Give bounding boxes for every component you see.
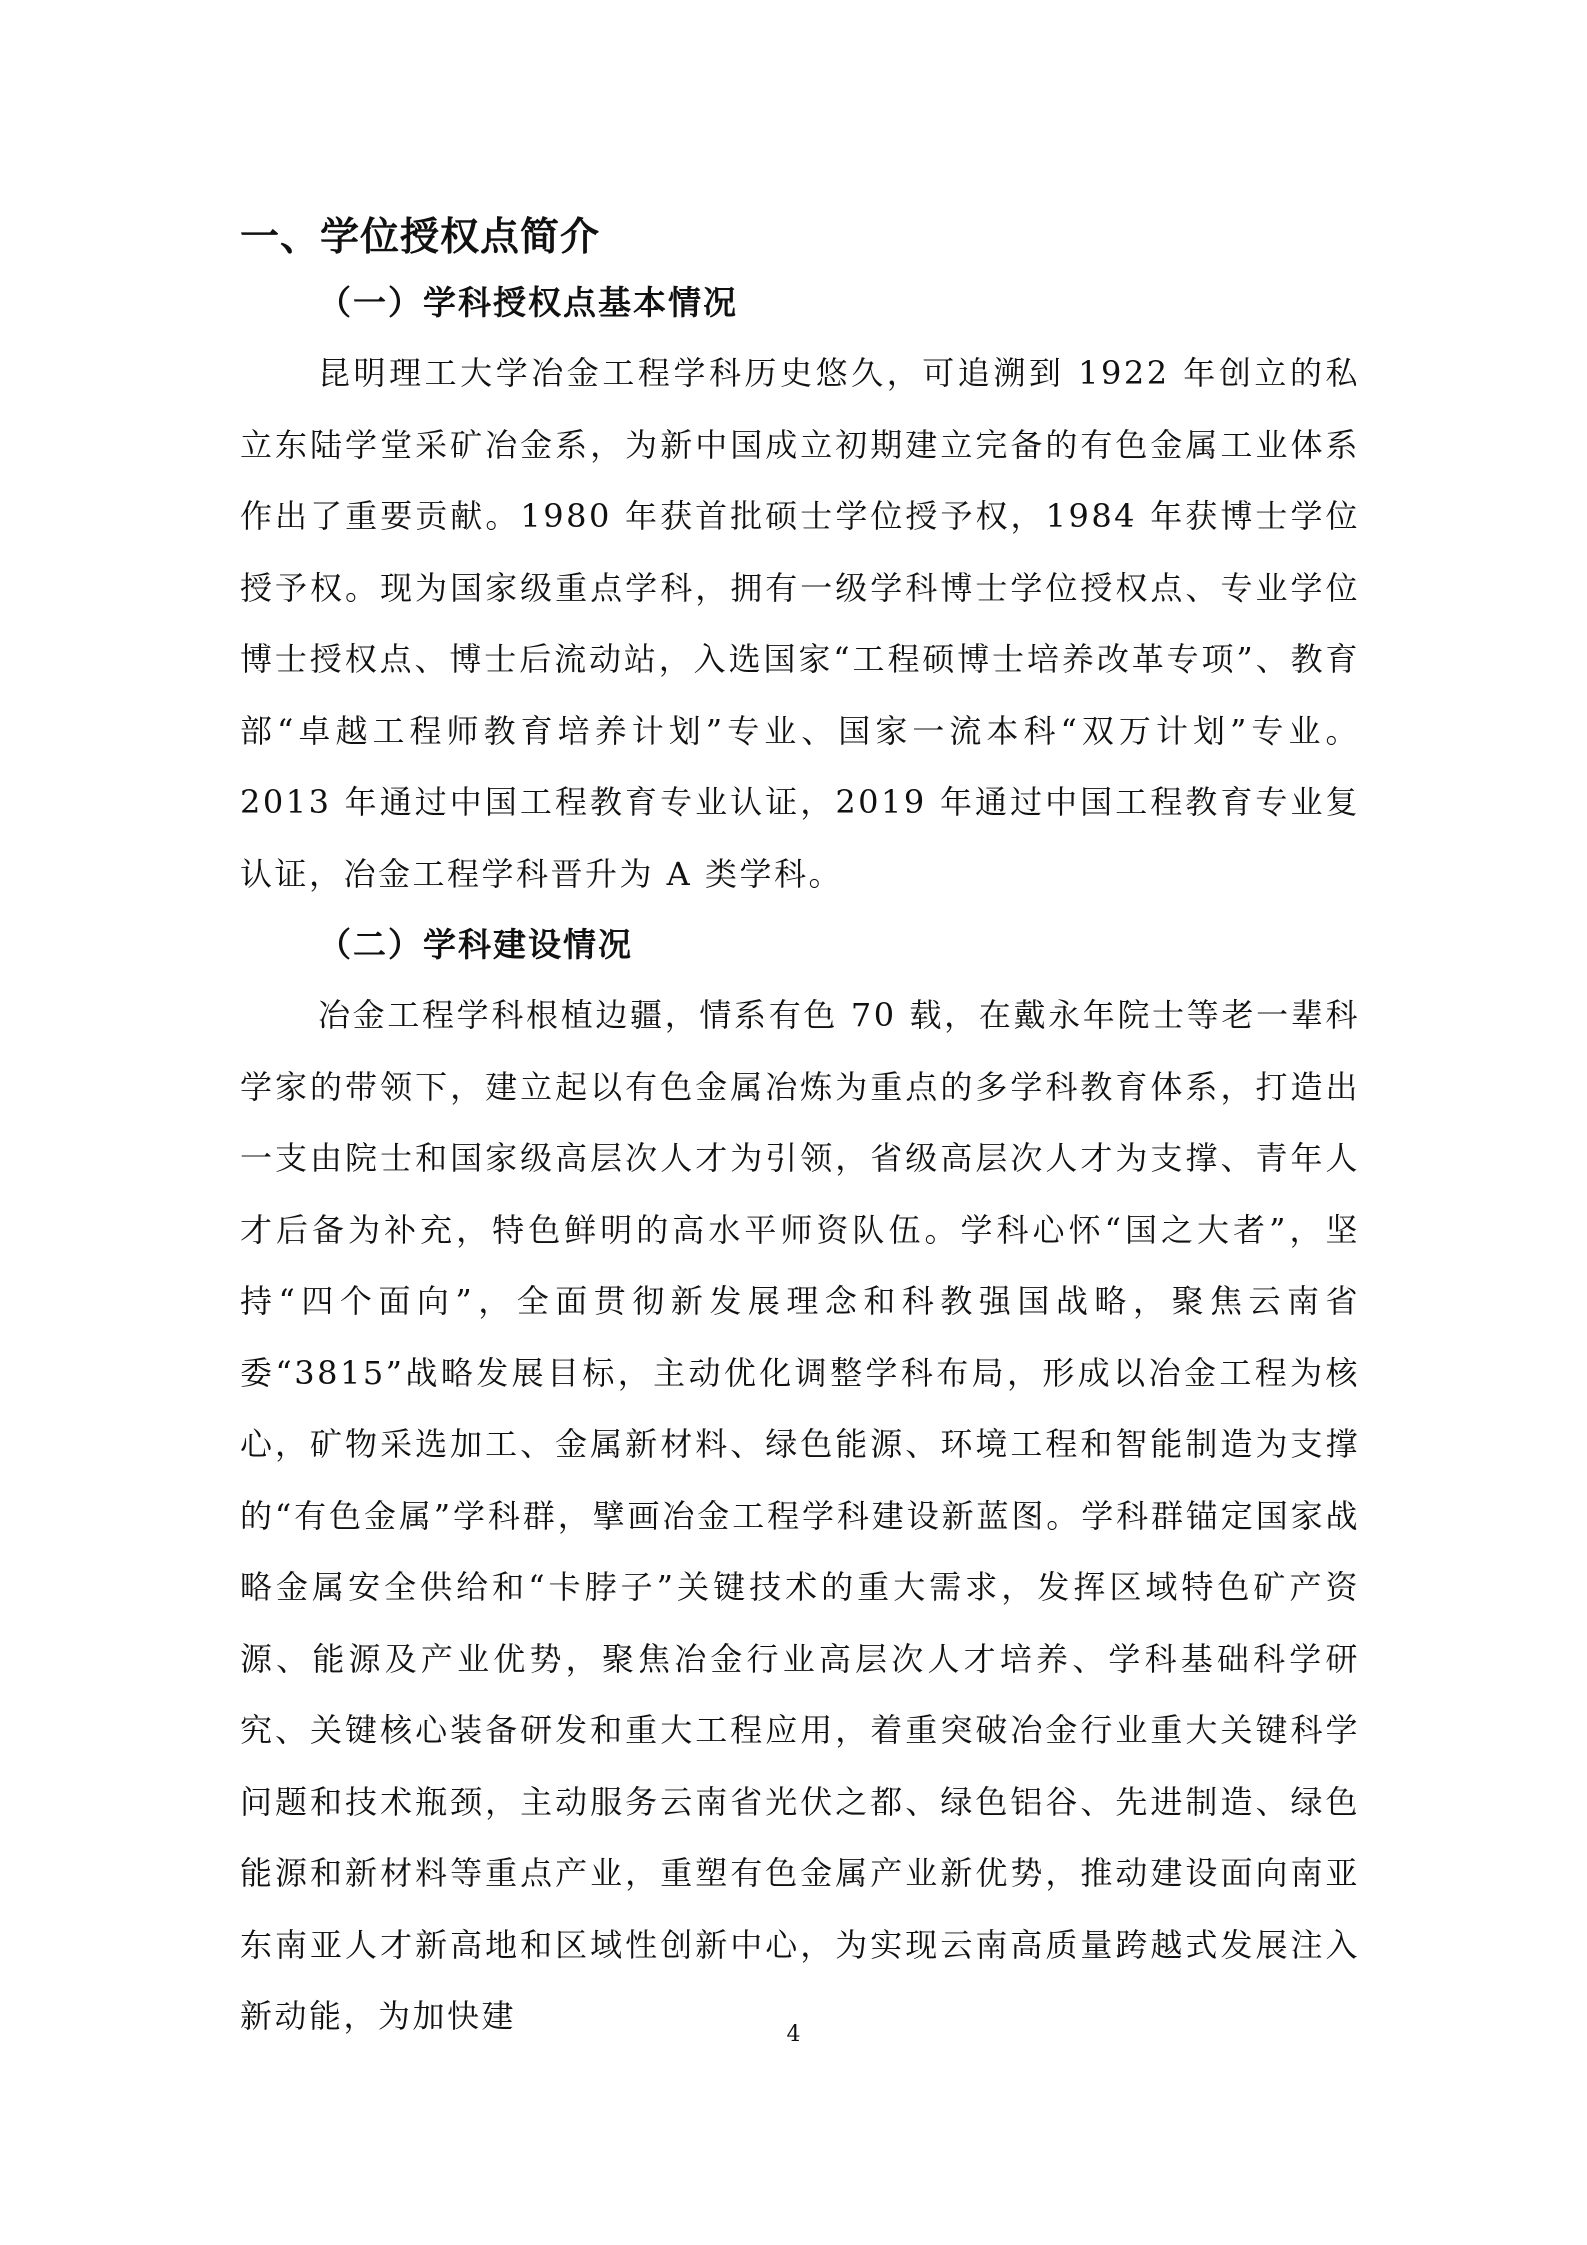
paragraph-basic-info: 昆明理工大学冶金工程学科历史悠久，可追溯到 1922 年创立的私立东陆学堂采矿冶金系，为新中国成立初期建立完备的有色金属工业体系作出了重要贡献。1980 年获首批硕士学位授予权，1984 年获博士学位授予权。现为国家级重点学科，拥有一级学科博士学位授权点、专业学位博士授权点、博士后流动站，入选国家“工程硕博士培养改革专项”、教育部“卓越工程师教育培养计划”专业、国家一流本科“双万计划”专业。2013 年通过中国工程教育专业认证，2019 年通过中国工程教育专业复认证，冶金工程学科晋升为 A 类学科。 [240,354,1360,893]
page-number: 4 [786,2022,801,2047]
subsection-title-construction: （二）学科建设情况 [318,925,633,964]
paragraph-construction: 冶金工程学科根植边疆，情系有色 70 载，在戴永年院士等老一辈科学家的带领下，建立起以有色金属冶炼为重点的多学科教育体系，打造出一支由院士和国家级高层次人才为引领，省级高层次人才为支撑、青年人才后备为补充，特色鲜明的高水平师资队伍。学科心怀“国之大者”，坚持“四个面向”，全面贯彻新发展理念和科教强国战略，聚焦云南省委“3815”战略发展目标，主动优化调整学科布局，形成以冶金工程为核心，矿物采选加工、金属新材料、绿色能源、环境工程和智能制造为支撑的“有色金属”学科群，擘画冶金工程学科建设新蓝图。学科群锚定国家战略金属安全供给和“卡脖子”关键技术的重大需求，发挥区域特色矿产资源、能源及产业优势，聚焦冶金行业高层次人才培养、学科基础科学研究、关键核心装备研发和重大工程应用，着重突破冶金行业重大关键科学问题和技术瓶颈，主动服务云南省光伏之都、绿色铝谷、先进制造、绿色能源和新材料等重点产业，重塑有色金属产业新优势，推动建设面向南亚东南亚人才新高地和区域性创新中心，为实现云南高质量跨越式发展注入新动能，为加快建 [240,996,1360,2035]
section-title: 一、学位授权点简介 [240,215,601,260]
page-content [240,208,1360,2053]
subsection-title-basic-info: （一）学科授权点基本情况 [318,283,738,322]
